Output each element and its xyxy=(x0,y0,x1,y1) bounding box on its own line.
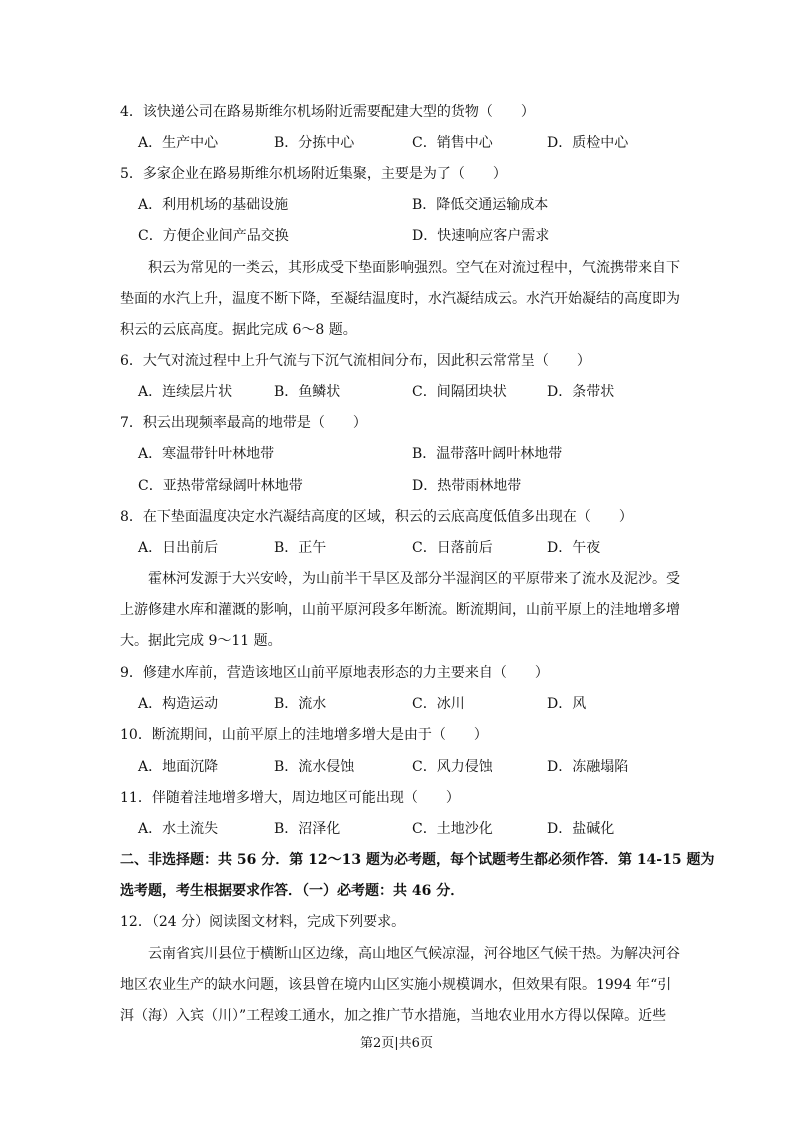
q7-option-b: B．温带落叶阔叶林地带 xyxy=(412,446,563,462)
section-2-heading-line-2: 选考题，考生根据要求作答．（一）必考题：共 46 分． xyxy=(120,883,465,899)
q4-option-a: A．生产中心 xyxy=(138,135,219,151)
q9-option-c: C．冰川 xyxy=(412,696,465,712)
q6-option-c: C．间隔团块状 xyxy=(412,384,507,400)
q11-option-c: C．土地沙化 xyxy=(412,821,493,837)
q10-option-d: D．冻融塌陷 xyxy=(547,759,629,775)
q12-passage-line-2: 地区农业生产的缺水问题，该县曾在境内山区实施小规模调水，但效果有限。1994 年“引 xyxy=(120,977,672,993)
q12-passage-line-3: 洱（海）入宾（川）”工程竣工通水，加之推广节水措施，当地农业用水方得以保障。近些 xyxy=(120,1008,667,1024)
question-4-stem: 4．该快递公司在路易斯维尔机场附近需要配建大型的货物（ ） xyxy=(120,104,535,120)
q8-option-d: D．午夜 xyxy=(547,540,601,556)
passage-2-line-3: 大。据此完成 9～11 题。 xyxy=(120,633,282,649)
passage-1-line-2: 垫面的水汽上升，温度不断下降，至凝结温度时，水汽凝结成云。水汽开始凝结的高度即为 xyxy=(120,291,680,307)
q12-passage-line-1: 云南省宾川县位于横断山区边缘，高山地区气候凉湿，河谷地区气候干热。为解决河谷 xyxy=(148,946,680,962)
question-12-stem: 12．（24 分）阅读图文材料，完成下列要求。 xyxy=(120,914,406,930)
q5-option-b: B．降低交通运输成本 xyxy=(412,197,549,213)
q6-option-d: D．条带状 xyxy=(547,384,615,400)
question-10-stem: 10．断流期间，山前平原上的洼地增多增大是由于（ ） xyxy=(120,727,488,743)
q5-option-d: D．快速响应客户需求 xyxy=(412,228,550,244)
passage-1-line-1: 积云为常见的一类云，其形成受下垫面影响强烈。空气在对流过程中，气流携带来自下 xyxy=(148,260,680,276)
section-2-heading-line-1: 二、非选择题：共 56 分．第 12～13 题为必考题，每个试题考生都必须作答．第 14-15 题为 xyxy=(120,852,715,868)
q8-option-c: C．日落前后 xyxy=(412,540,493,556)
question-7-stem: 7．积云出现频率最高的地带是（ ） xyxy=(120,415,367,431)
q8-option-b: B．正午 xyxy=(274,540,327,556)
q4-option-d: D．质检中心 xyxy=(547,135,629,151)
q6-option-a: A．连续层片状 xyxy=(138,384,233,400)
q7-option-d: D．热带雨林地带 xyxy=(412,478,522,494)
question-9-stem: 9．修建水库前，营造该地区山前平原地表形态的力主要来自（ ） xyxy=(120,665,549,681)
q9-option-d: D．风 xyxy=(547,696,587,712)
q10-option-c: C．风力侵蚀 xyxy=(412,759,493,775)
q11-option-d: D．盐碱化 xyxy=(547,821,615,837)
q4-option-c: C．销售中心 xyxy=(412,135,493,151)
q6-option-b: B．鱼鳞状 xyxy=(274,384,341,400)
q9-option-a: A．构造运动 xyxy=(138,696,219,712)
q11-option-b: B．沼泽化 xyxy=(274,821,341,837)
q5-option-c: C．方便企业间产品交换 xyxy=(138,228,289,244)
q8-option-a: A．日出前后 xyxy=(138,540,219,556)
question-5-stem: 5．多家企业在路易斯维尔机场附近集聚，主要是为了（ ） xyxy=(120,166,507,182)
passage-2-line-2: 上游修建水库和灌溉的影响，山前平原河段多年断流。断流期间，山前平原上的洼地增多增 xyxy=(120,602,680,618)
q4-option-b: B．分拣中心 xyxy=(274,135,355,151)
question-6-stem: 6．大气对流过程中上升气流与下沉气流相间分布，因此积云常常呈（ ） xyxy=(120,353,591,369)
q10-option-b: B．流水侵蚀 xyxy=(274,759,355,775)
q5-option-a: A．利用机场的基础设施 xyxy=(138,197,289,213)
passage-2-line-1: 霍林河发源于大兴安岭，为山前半干旱区及部分半湿润区的平原带来了流水及泥沙。受 xyxy=(148,571,680,587)
question-11-stem: 11．伴随着洼地增多增大，周边地区可能出现（ ） xyxy=(120,790,460,806)
q10-option-a: A．地面沉降 xyxy=(138,759,219,775)
page-footer: 第2页|共6页 xyxy=(360,1036,433,1051)
passage-1-line-3: 积云的云底高度。据此完成 6～8 题。 xyxy=(120,322,357,338)
q11-option-a: A．水土流失 xyxy=(138,821,219,837)
q7-option-c: C．亚热带常绿阔叶林地带 xyxy=(138,478,303,494)
question-8-stem: 8．在下垫面温度决定水汽凝结高度的区域，积云的云底高度低值多出现在（ ） xyxy=(120,509,633,525)
q7-option-a: A．寒温带针叶林地带 xyxy=(138,446,275,462)
q9-option-b: B．流水 xyxy=(274,696,327,712)
